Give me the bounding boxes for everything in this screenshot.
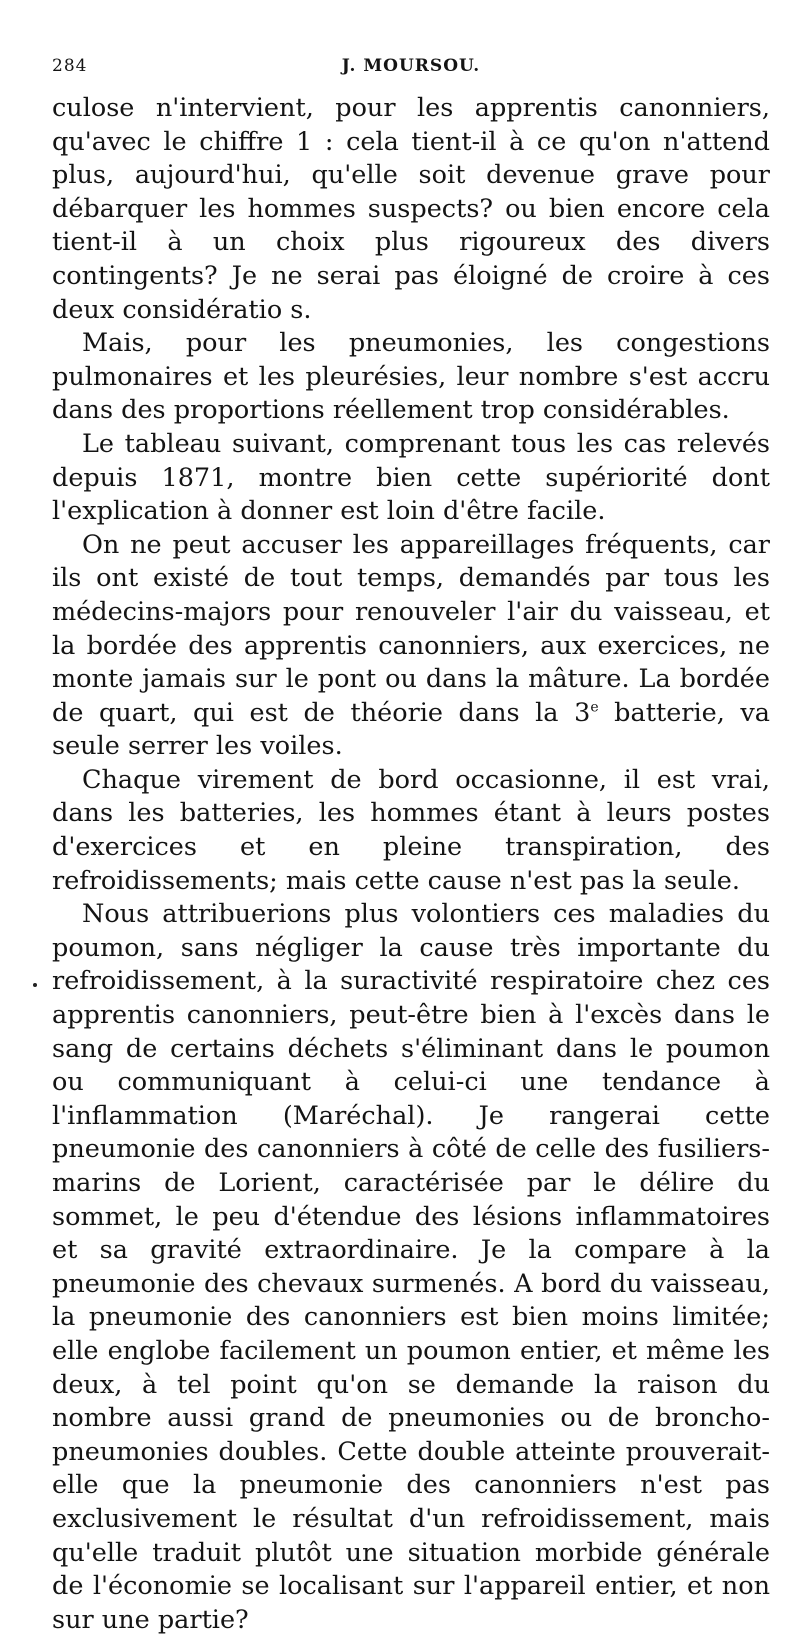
ordinal-superscript: e <box>590 699 599 716</box>
paragraph-4-text: On ne peut accuser les appareillages fréquents, car ils ont existé de tout temps, demandés par tous les médecins-majors pour renouveler l'air du vaisseau, et la bordée des apprentis canonniers, aux exercices, ne monte jamais sur le pont ou dans la mâture. La bordée de quart, qui est de théorie dans la 3 <box>52 529 770 728</box>
print-speck <box>33 983 37 987</box>
paragraph-5: Chaque virement de bord occasionne, il est vrai, dans les batteries, les hommes étant à leurs postes d'exercices et en pleine transpiration, des refroidissements; mais cette cause n'est pas la seule. <box>52 764 770 896</box>
paragraph-3: Le tableau suivant, comprenant tous les cas relevés depuis 1871, montre bien cette supériorité dont l'explication à donner est loin d'être facile. <box>52 428 770 527</box>
body-text <box>52 92 770 1637</box>
paragraph-4 <box>52 529 770 764</box>
paragraph-1: culose n'intervient, pour les apprentis canonniers, qu'avec le chiffre 1 : cela tient-il à ce qu'on n'attend plus, aujourd'hui, qu'elle soit devenue grave pour débarquer les hommes suspects? ou bien encore cela tient-il à un choix plus rigoureux des divers contingents? Je ne serai pas éloigné de croire à ces deux considératio s. <box>52 93 770 325</box>
paragraph-2: Mais, pour les pneumonies, les congestions pulmonaires et les pleurésies, leur nombre s'est accru dans des proportions réellement trop considérables. <box>52 328 770 426</box>
paragraph-6: Nous attribuerions plus volontiers ces maladies du poumon, sans négliger la cause très importante du refroidissement, à la suractivité respiratoire chez ces apprentis canonniers, peut-être bien à l'excès dans le sang de certains déchets s'éliminant dans le poumon ou communiquant à celui-ci une tendance à l'inflammation (Maréchal). Je rangerai cette pneumonie des canonniers à côté de celle des fusiliers-marins de Lorient, caractérisée par le délire du sommet, le peu d'étendue des lésions inflammatoires et sa gravité extraordinaire. Je la compare à la pneumonie des chevaux surmenés. A bord du vaisseau, la pneumonie des canonniers est bien moins limitée; elle englobe facilement un poumon entier, et même les deux, à tel point qu'on se demande la raison du nombre aussi grand de pneumonies ou de broncho-pneumonies doubles. Cette double atteinte prouverait-elle que la pneumonie des canonniers n'est pas exclusivement le résultat d'un refroidissement, mais qu'elle traduit plutôt une situation morbide générale de l'économie se localisant sur l'appareil entier, et non sur une partie? <box>52 899 770 1635</box>
page-number: 284 <box>52 56 88 76</box>
paragraph-4-tail: batterie, va seule serrer les voiles. <box>52 697 770 762</box>
page-header <box>52 56 770 88</box>
running-head: J. MOURSOU. <box>341 56 481 76</box>
